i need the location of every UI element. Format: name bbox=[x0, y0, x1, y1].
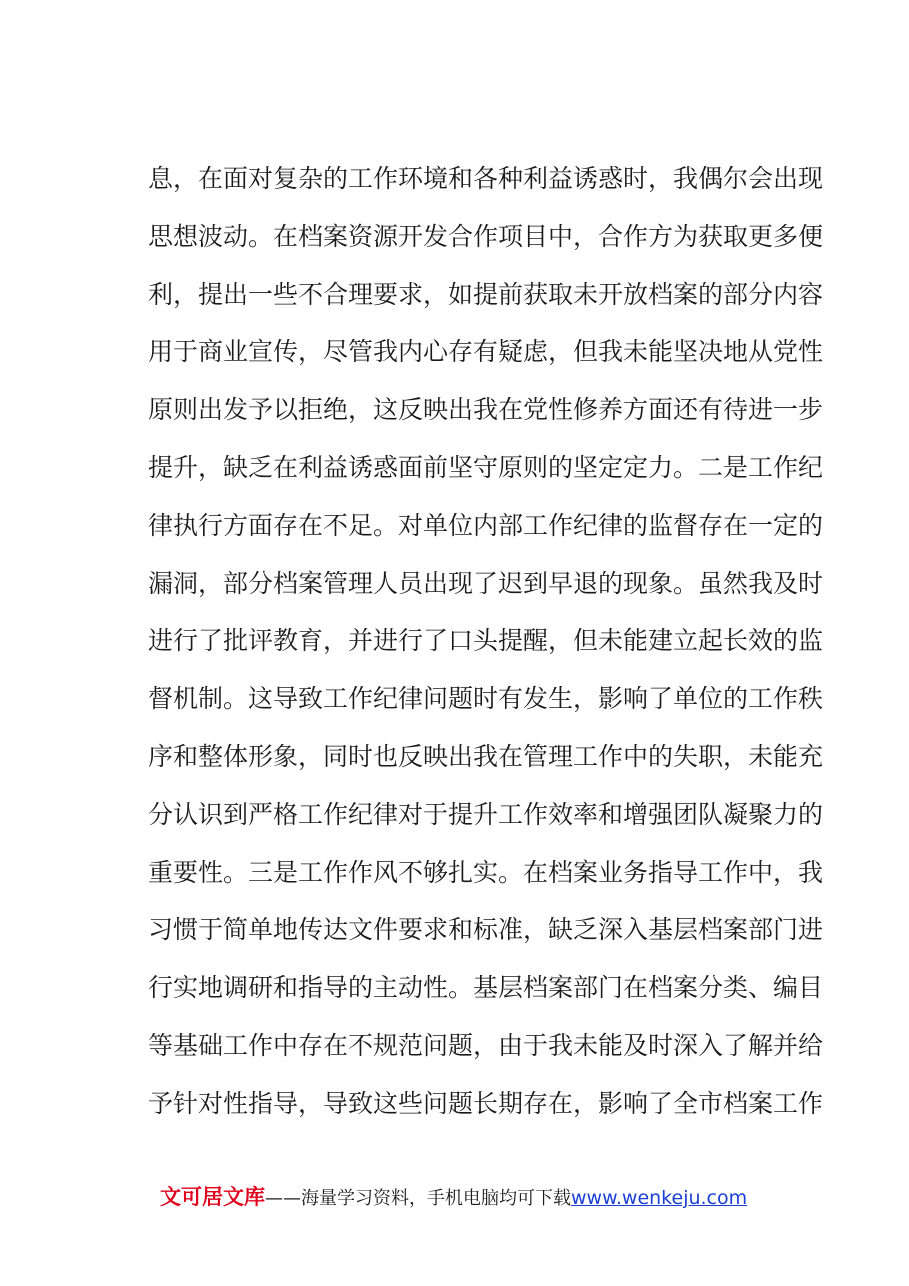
footer-brand: 文可居文库 bbox=[160, 1185, 265, 1209]
text-line: 用于商业宣传，尽管我内心存有疑虑，但我未能坚决地从党性 bbox=[148, 337, 824, 367]
footer bbox=[160, 1182, 780, 1212]
text-line: 漏洞，部分档案管理人员出现了迟到早退的现象。虽然我及时 bbox=[148, 568, 824, 598]
text-line: 等基础工作中存在不规范问题，由于我未能及时深入了解并给 bbox=[148, 1030, 824, 1060]
footer-link[interactable]: www.wenkeju.com bbox=[571, 1187, 748, 1209]
text-line: 息，在面对复杂的工作环境和各种利益诱惑时，我偶尔会出现 bbox=[148, 164, 824, 193]
text-line: 序和整体形象，同时也反映出我在管理工作中的失职，未能充 bbox=[148, 741, 824, 771]
text-line: 律执行方面存在不足。对单位内部工作纪律的监督存在一定的 bbox=[148, 510, 824, 540]
text-line: 思想波动。在档案资源开发合作项目中，合作方为获取更多便 bbox=[148, 221, 824, 251]
text-line: 进行了批评教育，并进行了口头提醒，但未能建立起长效的监 bbox=[148, 626, 824, 656]
text-line: 予针对性指导，导致这些问题长期存在，影响了全市档案工作 bbox=[148, 1088, 824, 1118]
text-line: 行实地调研和指导的主动性。基层档案部门在档案分类、编目 bbox=[148, 973, 824, 1003]
footer-slogan: ——海量学习资料，手机电脑均可下载 bbox=[265, 1188, 571, 1209]
text-line: 原则出发予以拒绝，这反映出我在党性修养方面还有待进一步 bbox=[148, 395, 824, 425]
text-line: 重要性。三是工作作风不够扎实。在档案业务指导工作中，我 bbox=[148, 857, 824, 887]
text-line: 利，提出一些不合理要求，如提前获取未开放档案的部分内容 bbox=[148, 279, 824, 309]
text-line: 习惯于简单地传达文件要求和标准，缺乏深入基层档案部门进 bbox=[148, 915, 824, 945]
text-line: 督机制。这导致工作纪律问题时有发生，影响了单位的工作秩 bbox=[148, 684, 824, 714]
body-text bbox=[148, 150, 824, 1133]
text-line: 分认识到严格工作纪律对于提升工作效率和增强团队凝聚力的 bbox=[148, 799, 824, 829]
text-line: 提升，缺乏在利益诱惑面前坚守原则的坚定定力。二是工作纪 bbox=[148, 452, 824, 482]
